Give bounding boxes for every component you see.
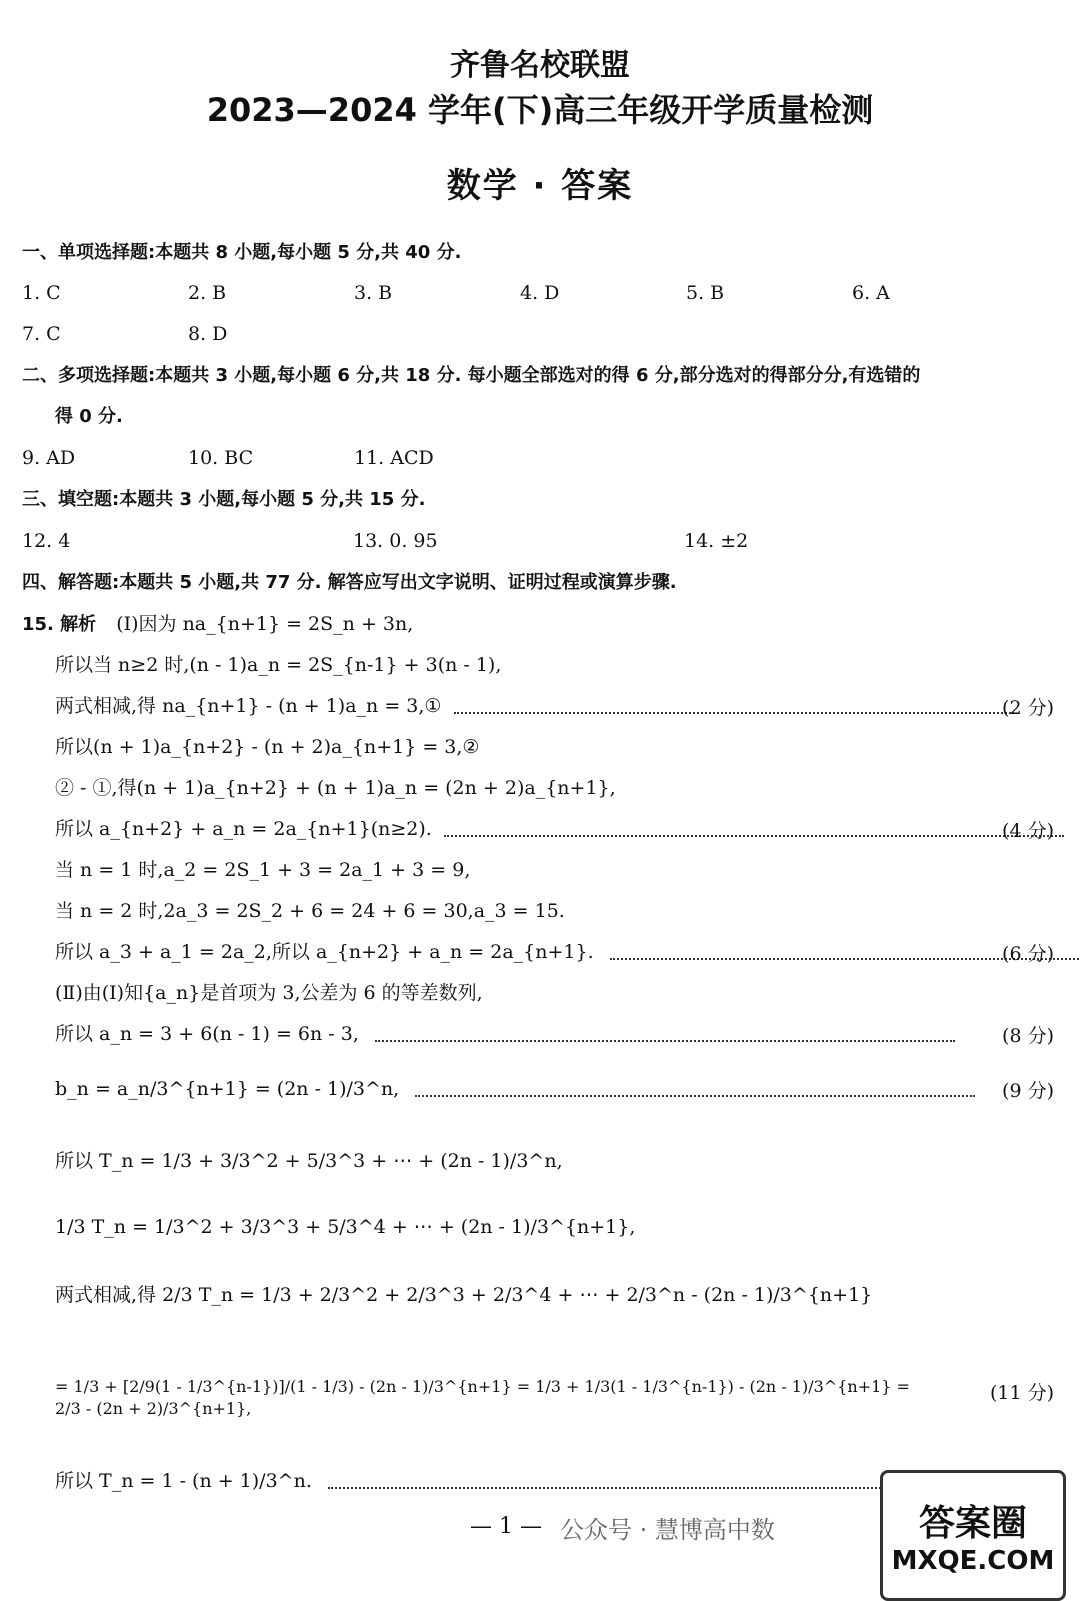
school-alliance-title: 齐鲁名校联盟: [450, 48, 630, 83]
answer-8: 8. D: [188, 323, 228, 345]
section1-header: 一、单项选择题:本题共 8 小题,每小题 5 分,共 40 分.: [22, 242, 462, 263]
answer-12: 12. 4: [22, 530, 71, 552]
solution15-line-14: 1/3 T_n = 1/3^2 + 3/3^3 + 5/3^4 + ⋯ + (2n - 1)/3^{n+1},: [55, 1216, 636, 1238]
logo-top-text: 答案圈: [918, 1503, 1027, 1544]
solution15-line-5: ② - ①,得(n + 1)a_{n+2} + (n + 1)a_n = (2n + 2)a_{n+1},: [55, 777, 616, 799]
score-6: (6 分): [1002, 943, 1054, 965]
solution15-line-12: b_n = a_n/3^{n+1} = (2n - 1)/3^n,: [55, 1076, 1060, 1102]
answer-2: 2. B: [188, 282, 227, 304]
solution15-line-3: 两式相减,得 na_{n+1} - (n + 1)a_n = 3,①: [55, 693, 1060, 719]
solution15-line-11: 所以 a_n = 3 + 6(n - 1) = 6n - 3,: [55, 1021, 1060, 1047]
site-logo: [880, 1470, 1066, 1601]
solution15-line-4: 所以(n + 1)a_{n+2} - (n + 2)a_{n+1} = 3,②: [55, 736, 480, 758]
logo-bottom-text: MXQE.COM: [891, 1546, 1055, 1576]
solution15-line-16: = 1/3 + [2/9(1 - 1/3^{n-1})]/(1 - 1/3) - (2n - 1)/3^{n+1} = 1/3 + 1/3(1 - 1/3^{n-1}) - (2n - 1)/3^{n+1} = 2/3 - (2n + 2)/3^{n+1},: [55, 1377, 910, 1418]
page-number: — 1 —: [470, 1514, 542, 1539]
section3-header: 三、填空题:本题共 3 小题,每小题 5 分,共 15 分.: [22, 489, 426, 510]
score-9: (9 分): [1002, 1080, 1054, 1102]
answer-9: 9. AD: [22, 447, 76, 469]
answer-11: 11. ACD: [354, 447, 434, 469]
solution15-line-9: 所以 a_3 + a_1 = 2a_2,所以 a_{n+2} + a_n = 2a_{n+1}.: [55, 939, 1060, 965]
answer-7: 7. C: [22, 323, 61, 345]
section2-answers: [22, 445, 1062, 471]
section3-answers: [22, 528, 1062, 554]
wechat-watermark: 公众号 · 慧博高中数: [560, 1516, 775, 1544]
answer-10: 10. BC: [188, 447, 254, 469]
answer-6: 6. A: [852, 282, 890, 304]
solution15-label: 15. 解析: [22, 614, 97, 635]
solution15-line-8: 当 n = 2 时,2a_3 = 2S_2 + 6 = 24 + 6 = 30,a_3 = 15.: [55, 900, 565, 922]
score-2: (2 分): [1002, 697, 1054, 719]
solution15-line-10: (Ⅱ)由(Ⅰ)知{a_n}是首项为 3,公差为 6 的等差数列,: [55, 982, 483, 1004]
score-11: (11 分): [989, 1382, 1054, 1404]
solution15-line-15: 两式相减,得 2/3 T_n = 1/3 + 2/3^2 + 2/3^3 + 2/3^4 + ⋯ + 2/3^n - (2n - 1)/3^{n+1}: [55, 1284, 873, 1306]
solution15-line-17: 所以 T_n = 1 - (n + 1)/3^n.: [55, 1468, 1060, 1494]
answer-5: 5. B: [686, 282, 725, 304]
exam-title: 2023—2024 学年(下)高三年级开学质量检测: [206, 91, 874, 129]
section2-header-line2: 得 0 分.: [55, 406, 123, 427]
section4-header: 四、解答题:本题共 5 小题,共 77 分. 解答应写出文字说明、证明过程或演算步骤.: [22, 572, 677, 593]
answer-3: 3. B: [354, 282, 393, 304]
score-8: (8 分): [1002, 1025, 1054, 1047]
subject-answer-title: 数学 · 答案: [446, 166, 634, 206]
section1-answers-row2: [22, 321, 1062, 347]
answer-1: 1. C: [22, 282, 61, 304]
section2-header-line1: 二、多项选择题:本题共 3 小题,每小题 6 分,共 18 分. 每小题全部选对的得 6 分,部分选对的得部分分,有选错的: [22, 365, 921, 386]
answer-14: 14. ±2: [684, 530, 749, 552]
solution15-line-1: 15. 解析 (Ⅰ)因为 na_{n+1} = 2S_n + 3n,: [22, 613, 414, 635]
solution15-line-6: 所以 a_{n+2} + a_n = 2a_{n+1}(n≥2).: [55, 816, 1060, 842]
solution15-line-2: 所以当 n≥2 时,(n - 1)a_n = 2S_{n-1} + 3(n - 1),: [55, 654, 502, 676]
score-4: (4 分): [1002, 820, 1054, 842]
section1-answers-row1: [22, 280, 1062, 306]
solution15-line-13: 所以 T_n = 1/3 + 3/3^2 + 5/3^3 + ⋯ + (2n - 1)/3^n,: [55, 1150, 563, 1172]
answer-13: 13. 0. 95: [353, 530, 438, 552]
answer-4: 4. D: [520, 282, 560, 304]
solution15-line-7: 当 n = 1 时,a_2 = 2S_1 + 3 = 2a_1 + 3 = 9,: [55, 859, 471, 881]
